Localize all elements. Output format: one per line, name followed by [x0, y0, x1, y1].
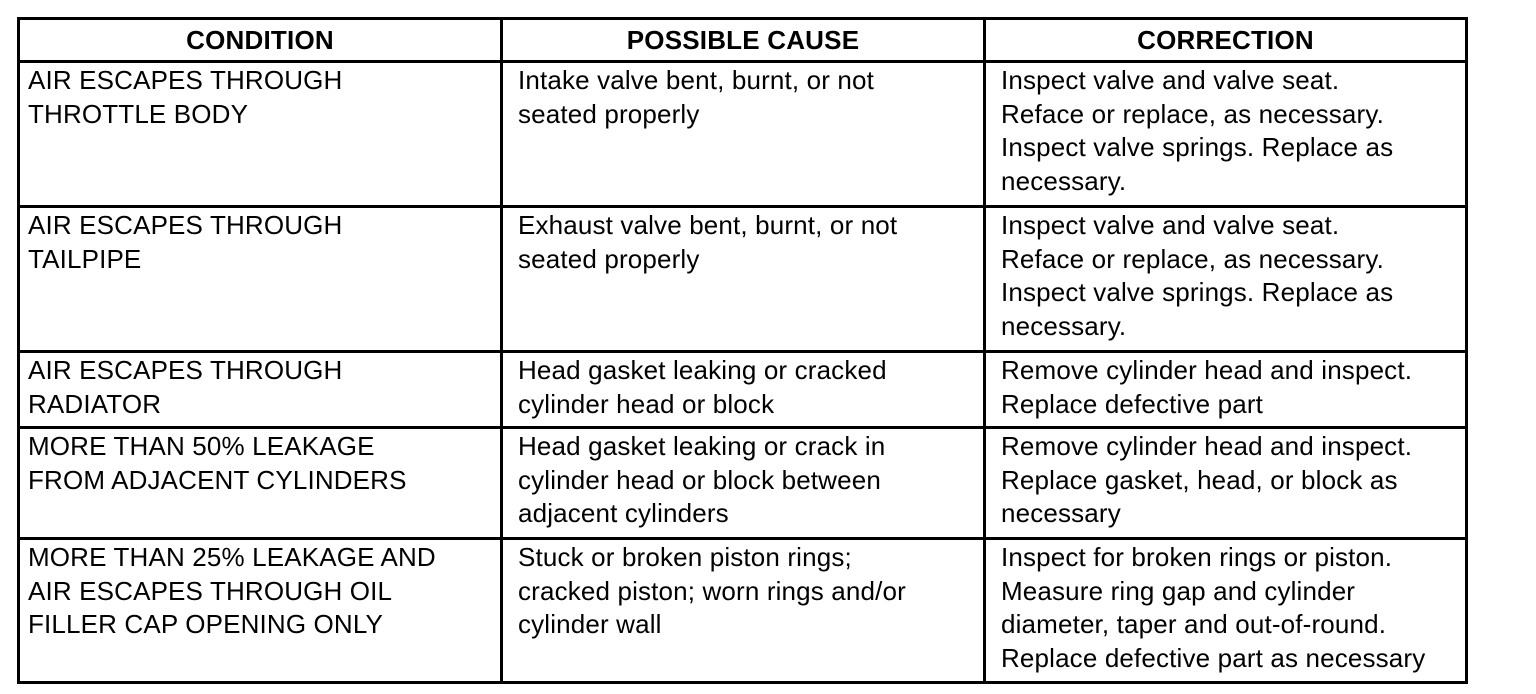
correction-cell: Inspect valve and valve seat. Reface or replace, as necessary. Inspect valve springs. Replace as necessary.	[985, 207, 1467, 352]
table-header-row	[19, 19, 1467, 62]
column-header-condition: CONDITION	[19, 19, 502, 62]
correction-cell: Inspect for broken rings or piston. Measure ring gap and cylinder diameter, taper and out-of-round. Replace defective part as necessary	[985, 539, 1467, 683]
condition-cell: AIR ESCAPES THROUGH RADIATOR	[19, 352, 502, 428]
possible-cause-cell: Head gasket leaking or cracked cylinder head or block	[502, 352, 985, 428]
condition-cell: AIR ESCAPES THROUGH THROTTLE BODY	[19, 62, 502, 207]
possible-cause-cell: Intake valve bent, burnt, or not seated properly	[502, 62, 985, 207]
possible-cause-cell: Exhaust valve bent, burnt, or not seated properly	[502, 207, 985, 352]
table-row	[19, 62, 1467, 207]
possible-cause-cell: Stuck or broken piston rings; cracked piston; worn rings and/or cylinder wall	[502, 539, 985, 683]
correction-cell: Remove cylinder head and inspect. Replace gasket, head, or block as necessary	[985, 428, 1467, 539]
condition-cell: MORE THAN 50% LEAKAGE FROM ADJACENT CYLINDERS	[19, 428, 502, 539]
table-row	[19, 352, 1467, 428]
condition-cell: AIR ESCAPES THROUGH TAILPIPE	[19, 207, 502, 352]
table-row	[19, 428, 1467, 539]
column-header-correction: CORRECTION	[985, 19, 1467, 62]
possible-cause-cell: Head gasket leaking or crack in cylinder head or block between adjacent cylinders	[502, 428, 985, 539]
table-row	[19, 207, 1467, 352]
correction-cell: Inspect valve and valve seat. Reface or replace, as necessary. Inspect valve springs. Replace as necessary.	[985, 62, 1467, 207]
condition-cell: MORE THAN 25% LEAKAGE AND AIR ESCAPES THROUGH OIL FILLER CAP OPENING ONLY	[19, 539, 502, 683]
diagnosis-table	[17, 17, 1468, 684]
table-row	[19, 539, 1467, 683]
correction-cell: Remove cylinder head and inspect. Replace defective part	[985, 352, 1467, 428]
column-header-possible-cause: POSSIBLE CAUSE	[502, 19, 985, 62]
